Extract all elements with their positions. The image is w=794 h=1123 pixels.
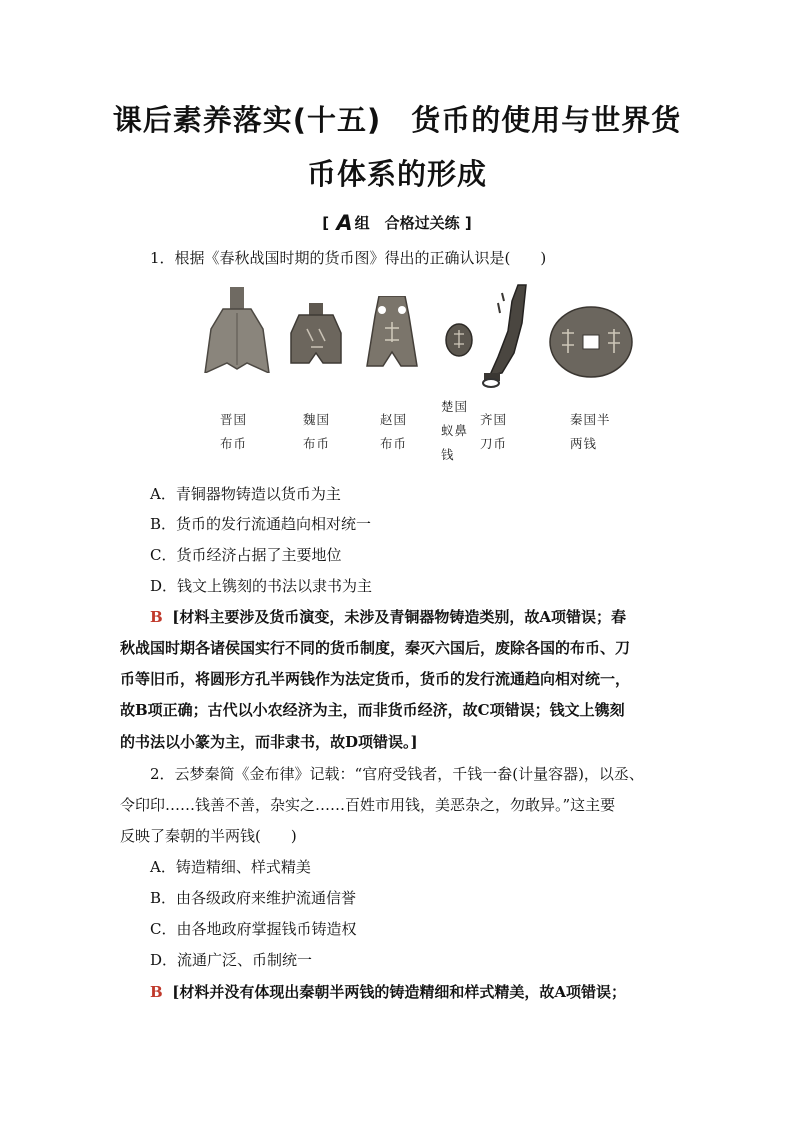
q1-explanation-line-4: 故B项正确；古代以小农经济为主，而非货币经济，故C项错误；钱文上镌刻 (120, 701, 625, 719)
caption-chu-line-3: 钱 (441, 447, 455, 462)
qin-banliang-coin-image (548, 305, 634, 379)
q1-explanation-line-2: 秋战国时期各诸侯国实行不同的货币制度，秦灭六国后，废除各国的布币、刀 (120, 639, 631, 657)
caption-zhao (380, 408, 407, 456)
q1-explanation-line-3: 币等旧币，将圆形方孔半两钱作为法定货币，货币的发行流通趋向相对统一， (120, 670, 631, 688)
q1-option-c: C．货币经济占据了主要地位 (150, 546, 342, 564)
caption-qin (570, 408, 611, 456)
caption-qin-line-2: 两钱 (570, 436, 598, 451)
group-label: 组 合格过关练 (354, 214, 460, 232)
q1-explanation-line-1 (150, 607, 626, 627)
group-letter: A (336, 211, 353, 235)
q1-stem: 1．根据《春秋战国时期的货币图》得出的正确认识是( ) (150, 249, 547, 267)
q2-option-c: C．由各地政府掌握钱币铸造权 (150, 920, 357, 938)
q1-explanation-text-1: [材料主要涉及货币演变，未涉及青铜器物铸造类别，故A项错误；春 (172, 608, 626, 626)
caption-zhao-line-2: 布币 (380, 436, 408, 451)
qi-knife-coin-image (478, 283, 530, 389)
jin-spade-coin-image (203, 287, 271, 373)
q2-option-a: A．铸造精细、样式精美 (150, 858, 311, 876)
page-title-line-2: 币体系的形成 (306, 157, 487, 191)
q2-explanation-text-1: [材料并没有体现出秦朝半两钱的铸造精细和样式精美，故A项错误； (172, 983, 626, 1001)
caption-chu (441, 395, 468, 467)
caption-wei-line-1: 魏国 (303, 412, 331, 427)
q2-explanation-line-1 (150, 982, 626, 1002)
caption-zhao-line-1: 赵国 (380, 412, 408, 427)
q2-option-b: B．由各级政府来维护流通信誉 (150, 889, 357, 907)
section-header (0, 211, 794, 235)
caption-jin-line-2: 布币 (220, 436, 248, 451)
q1-option-a: A．青铜器物铸造以货币为主 (150, 485, 341, 503)
q2-option-d: D．流通广泛、币制统一 (150, 951, 313, 969)
caption-wei-line-2: 布币 (303, 436, 331, 451)
bracket-right: ] (464, 214, 472, 232)
q2-stem-line-3: 反映了秦朝的半两钱( ) (120, 827, 297, 845)
caption-wei (303, 408, 330, 456)
caption-jin (220, 408, 247, 456)
caption-qin-line-1: 秦国半 (570, 412, 611, 427)
q2-answer: B (150, 983, 163, 1001)
page-title-line-1: 课后素养落实(十五) 货币的使用与世界货 (112, 103, 682, 137)
q1-option-d: D．钱文上镌刻的书法以隶书为主 (150, 577, 373, 595)
caption-qi-line-2: 刀币 (480, 436, 508, 451)
caption-qi-line-1: 齐国 (480, 412, 508, 427)
chu-ant-nose-coin-image (444, 322, 474, 358)
wei-spade-coin-image (289, 303, 343, 365)
caption-chu-line-2: 蚁鼻 (441, 423, 469, 438)
q2-stem-line-2: 令印印……钱善不善，杂实之……百姓市用钱，美恶杂之，勿敢异。”这主要 (120, 796, 616, 814)
caption-jin-line-1: 晋国 (220, 412, 248, 427)
q2-stem-line-1: 2．云梦秦简《金布律》记载：“官府受钱者，千钱一畚(计量容器)，以丞、 (150, 765, 644, 783)
caption-qi (480, 408, 507, 456)
q1-answer: B (150, 608, 163, 626)
caption-chu-line-1: 楚国 (441, 399, 469, 414)
q1-explanation-line-5: 的书法以小篆为主，而非隶书，故D项错误。] (120, 733, 418, 751)
zhao-spade-coin-image (365, 296, 419, 368)
q1-option-b: B．货币的发行流通趋向相对统一 (150, 515, 372, 533)
bracket-left: [ (322, 214, 330, 232)
